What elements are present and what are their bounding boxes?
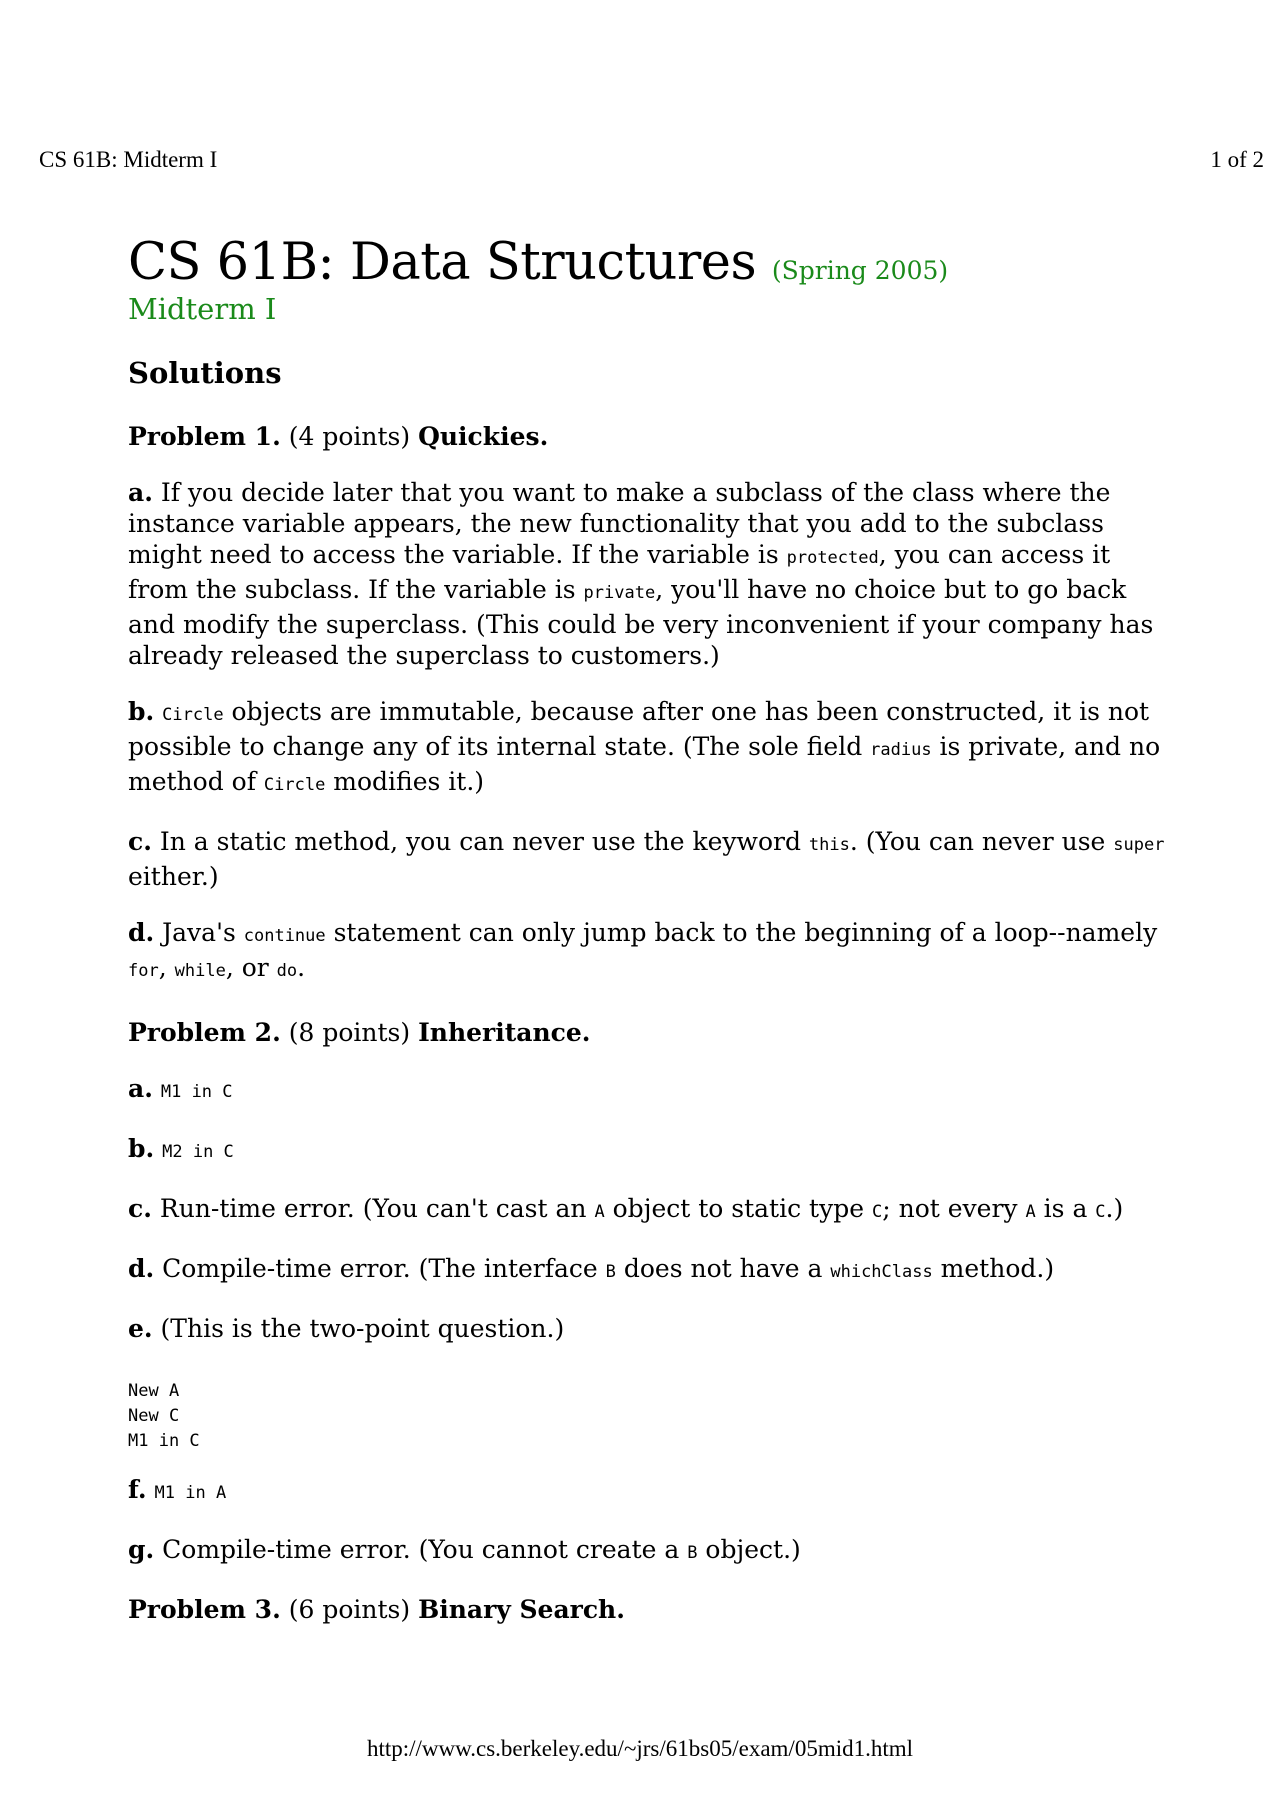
code-term: Circle — [263, 775, 326, 796]
title-term: (Spring 2005) — [771, 256, 949, 285]
answer-text: , you'll have no choice but to go back and modify the superclass. (This could be very inconvenient if your company has already released the superclass to customers.) — [128, 575, 1154, 671]
problem-name: Binary Search. — [418, 1595, 625, 1625]
answer-text: objects are immutable, because after one has been constructed, it is not possible to change any of its internal state. (The sole field — [128, 697, 1150, 762]
answer-label: b. — [128, 697, 155, 727]
answer-text: . — [297, 953, 306, 983]
answer-label: e. — [128, 1314, 153, 1344]
problem-1-heading — [128, 421, 1176, 452]
code-term: B — [605, 1262, 616, 1283]
answer-text: (This is the two-point question.) — [152, 1314, 565, 1344]
answer-text: , you can access it from the subclass. If the variable is — [128, 540, 1111, 605]
answer-text: , or — [225, 953, 277, 983]
footer-url: http://www.cs.berkeley.edu/~jrs/61bs05/exam/05mid1.html — [366, 1736, 914, 1761]
answer-text: . (You can never use — [849, 827, 1114, 857]
answer-text: .) — [1105, 1194, 1124, 1224]
page-footer — [0, 1736, 1280, 1762]
answer-2b — [128, 1133, 1176, 1168]
problem-label: Problem 1. — [128, 422, 281, 452]
answer-text: Run-time error. (You can't cast an — [151, 1194, 595, 1224]
problem-2-heading — [128, 1017, 1176, 1048]
code-term: C — [871, 1202, 883, 1223]
answer-label: d. — [128, 918, 155, 948]
code-term: whichClass — [830, 1262, 933, 1283]
page-title — [128, 233, 1176, 292]
code-term: A — [594, 1202, 605, 1223]
code-output-block: New A New C M1 in C — [128, 1381, 200, 1452]
problem-points: (4 points) — [288, 422, 411, 452]
answer-text: does not have a — [615, 1254, 831, 1284]
code-term: private — [583, 583, 656, 604]
answer-label: b. — [128, 1134, 155, 1164]
answer-text: modifies it.) — [325, 767, 485, 797]
answer-label: d. — [128, 1254, 155, 1284]
answer-2f — [128, 1474, 1176, 1509]
answer-2e — [128, 1313, 1176, 1344]
problem-3-heading — [128, 1594, 1176, 1625]
answer-1a — [128, 477, 1176, 671]
page-count: 1 of 2 — [1210, 147, 1264, 172]
problem-points: (6 points) — [288, 1595, 411, 1625]
code-term: protected — [786, 548, 879, 569]
answer-text: is private, and no method of — [128, 732, 1161, 797]
answer-1c — [128, 826, 1176, 892]
answer-2d — [128, 1253, 1176, 1288]
answer-text: , — [158, 953, 175, 983]
problem-points: (8 points) — [288, 1018, 411, 1048]
code-answer: M1 in A — [154, 1483, 227, 1504]
problem-label: Problem 3. — [128, 1595, 281, 1625]
answer-text: Java's — [154, 918, 244, 948]
code-answer: M2 in C — [162, 1142, 234, 1163]
answer-text: is a — [1035, 1194, 1096, 1224]
answer-label: a. — [128, 478, 153, 508]
answer-text: either.) — [128, 862, 219, 892]
code-term: Circle — [162, 705, 224, 726]
title-main: CS 61B: Data Structures — [128, 233, 757, 292]
answer-1d — [128, 917, 1176, 987]
code-term: super — [1113, 835, 1165, 856]
answer-text: statement can only jump back to the beginning of a loop--namely — [325, 918, 1158, 948]
answer-text: object.) — [697, 1535, 801, 1565]
answer-1b — [128, 696, 1176, 801]
code-term: do — [276, 961, 298, 982]
code-term: C — [1095, 1202, 1106, 1223]
code-term: B — [687, 1543, 698, 1564]
header-title: CS 61B: Midterm I — [39, 147, 218, 172]
code-term: for — [128, 961, 159, 982]
answer-text: If you decide later that you want to make a subclass of the class where the instance variable appears, the new functionality that you add to the subclass might need to access the variable. If the variable is — [128, 478, 1111, 570]
answer-text: ; not every — [882, 1194, 1026, 1224]
solutions-heading: Solutions — [128, 356, 282, 391]
code-term: continue — [243, 926, 326, 947]
answer-text: Compile-time error. (The interface — [154, 1254, 606, 1284]
problem-name: Quickies. — [418, 422, 549, 452]
problem-name: Inheritance. — [418, 1018, 591, 1048]
code-answer: M1 in C — [160, 1082, 233, 1103]
problem-label: Problem 2. — [128, 1018, 281, 1048]
document-body — [128, 233, 1176, 1625]
code-term: while — [174, 961, 226, 982]
answer-label: c. — [128, 1194, 152, 1224]
answer-2g — [128, 1534, 1176, 1569]
answer-2c — [128, 1193, 1176, 1228]
answer-text: Compile-time error. (You cannot create a — [154, 1535, 688, 1565]
answer-label: g. — [128, 1535, 155, 1565]
code-term: A — [1025, 1202, 1036, 1223]
answer-text: method.) — [932, 1254, 1055, 1284]
code-term: radius — [870, 740, 932, 761]
answer-label: c. — [128, 827, 152, 857]
answer-label: a. — [128, 1074, 153, 1104]
answer-2a — [128, 1073, 1176, 1108]
answer-text: object to static type — [604, 1194, 872, 1224]
answer-label: f. — [128, 1475, 147, 1505]
answer-text: In a static method, you can never use the keyword — [151, 827, 809, 857]
code-term: this — [808, 835, 850, 856]
subtitle: Midterm I — [128, 291, 277, 326]
